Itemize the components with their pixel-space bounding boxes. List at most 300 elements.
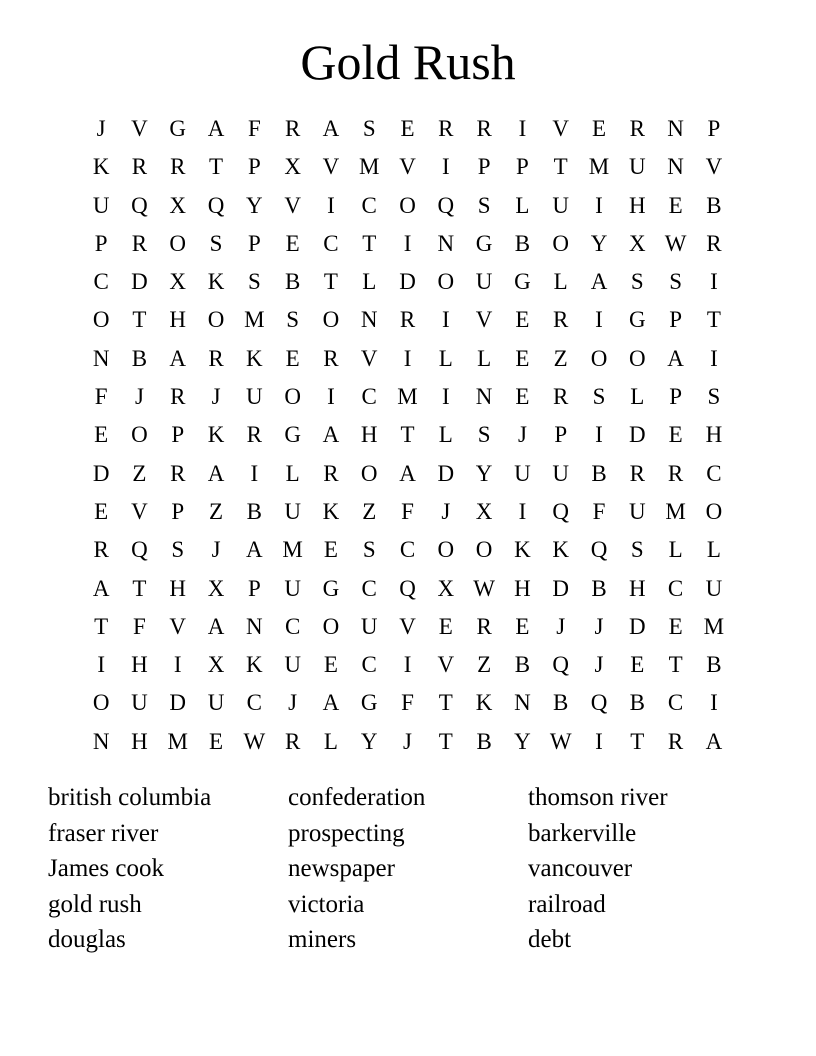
grid-letter[interactable]: R: [284, 728, 301, 754]
grid-letter[interactable]: T: [132, 307, 147, 333]
grid-letter[interactable]: R: [553, 384, 569, 410]
grid-letter[interactable]: K: [475, 690, 493, 716]
grid-letter[interactable]: V: [705, 154, 723, 180]
grid-letter[interactable]: G: [628, 307, 646, 333]
grid-letter[interactable]: E: [515, 345, 530, 371]
grid-letter[interactable]: D: [552, 575, 570, 601]
grid-letter[interactable]: T: [553, 154, 568, 180]
grid-letter[interactable]: D: [399, 269, 416, 295]
grid-letter[interactable]: D: [92, 460, 110, 486]
grid-letter[interactable]: Q: [131, 537, 148, 563]
grid-letter[interactable]: M: [665, 498, 686, 524]
grid-letter[interactable]: R: [170, 460, 186, 486]
grid-letter[interactable]: B: [246, 498, 262, 524]
grid-letter[interactable]: S: [362, 116, 376, 141]
grid-letter[interactable]: L: [515, 192, 530, 218]
grid-letter[interactable]: R: [667, 728, 684, 754]
grid-letter[interactable]: A: [705, 728, 723, 754]
grid-letter[interactable]: L: [285, 460, 300, 486]
grid-letter[interactable]: K: [92, 154, 110, 180]
grid-letter[interactable]: A: [169, 345, 187, 371]
grid-letter[interactable]: I: [595, 307, 603, 333]
grid-letter[interactable]: B: [514, 230, 531, 256]
grid-letter[interactable]: X: [437, 575, 455, 601]
grid-letter[interactable]: P: [477, 154, 491, 180]
grid-letter[interactable]: J: [403, 728, 412, 754]
grid-letter[interactable]: O: [628, 345, 646, 371]
grid-letter[interactable]: R: [667, 460, 684, 486]
grid-letter[interactable]: H: [131, 652, 148, 678]
grid-letter[interactable]: A: [92, 575, 110, 601]
grid-letter[interactable]: X: [284, 154, 301, 180]
grid-letter[interactable]: J: [594, 652, 604, 678]
grid-letter[interactable]: G: [475, 230, 493, 256]
grid-letter[interactable]: Y: [475, 460, 493, 486]
grid-letter[interactable]: V: [131, 116, 148, 141]
grid-letter[interactable]: S: [477, 192, 491, 218]
grid-letter[interactable]: S: [171, 537, 185, 563]
page-title: Gold Rush: [300, 34, 516, 90]
grid-letter[interactable]: I: [595, 192, 603, 218]
grid-letter[interactable]: A: [207, 613, 225, 639]
grid-letter[interactable]: O: [590, 345, 608, 371]
grid-letter[interactable]: A: [246, 537, 263, 563]
grid-letter[interactable]: U: [628, 154, 646, 180]
grid-letter[interactable]: E: [668, 613, 683, 639]
grid-letter[interactable]: Q: [590, 690, 608, 716]
grid-letter[interactable]: I: [327, 192, 335, 218]
grid-letter[interactable]: L: [477, 345, 492, 371]
grid-letter[interactable]: I: [518, 498, 527, 524]
grid-letter[interactable]: C: [361, 575, 377, 601]
grid-letter[interactable]: T: [362, 230, 377, 256]
grid-letter[interactable]: U: [628, 498, 646, 524]
grid-letter[interactable]: S: [707, 384, 721, 410]
grid-letter[interactable]: U: [131, 690, 148, 716]
grid-letter[interactable]: O: [437, 537, 455, 563]
grid-letter[interactable]: R: [170, 384, 186, 410]
grid-letter[interactable]: S: [362, 537, 376, 563]
grid-letter[interactable]: R: [131, 154, 148, 180]
grid-row: [82, 187, 733, 225]
grid-letter[interactable]: R: [629, 116, 645, 141]
grid-letter[interactable]: Y: [246, 192, 263, 218]
grid-letter[interactable]: O: [322, 613, 340, 639]
grid-letter[interactable]: T: [94, 613, 109, 639]
grid-letter[interactable]: B: [706, 192, 722, 218]
grid-letter[interactable]: P: [669, 384, 682, 410]
grid-letter[interactable]: L: [323, 728, 338, 754]
grid-letter[interactable]: I: [97, 652, 105, 678]
grid-letter[interactable]: B: [629, 690, 645, 716]
grid-letter[interactable]: P: [707, 116, 721, 141]
grid-letter[interactable]: R: [284, 116, 301, 141]
grid-letter[interactable]: C: [361, 384, 377, 410]
grid-letter[interactable]: K: [207, 422, 225, 448]
grid-letter[interactable]: K: [322, 498, 340, 524]
grid-letter[interactable]: O: [92, 690, 110, 716]
grid-letter[interactable]: N: [667, 154, 684, 180]
grid-letter[interactable]: E: [591, 116, 607, 141]
grid-letter[interactable]: A: [322, 422, 340, 448]
grid-letter[interactable]: I: [173, 652, 182, 678]
grid-letter[interactable]: E: [668, 192, 683, 218]
grid-letter[interactable]: P: [247, 575, 261, 601]
grid-letter[interactable]: U: [705, 575, 723, 601]
grid-letter[interactable]: E: [400, 116, 415, 141]
grid-letter[interactable]: Z: [362, 498, 377, 524]
grid-letter[interactable]: Y: [590, 230, 608, 256]
grid-letter[interactable]: R: [553, 307, 569, 333]
grid-letter[interactable]: Z: [553, 345, 568, 371]
grid-letter[interactable]: Y: [514, 728, 531, 754]
grid-letter[interactable]: J: [441, 498, 451, 524]
grid-letter[interactable]: M: [244, 307, 265, 333]
grid-letter[interactable]: E: [515, 613, 530, 639]
grid-letter[interactable]: L: [362, 269, 377, 295]
grid-letter[interactable]: A: [399, 460, 416, 486]
grid-letter[interactable]: Z: [132, 460, 147, 486]
grid-letter[interactable]: P: [171, 498, 185, 524]
grid-letter[interactable]: A: [322, 116, 340, 141]
grid-letter[interactable]: F: [592, 498, 606, 524]
grid-letter[interactable]: O: [131, 422, 148, 448]
grid-letter[interactable]: E: [515, 384, 530, 410]
grid-letter[interactable]: E: [209, 728, 224, 754]
grid-letter[interactable]: O: [552, 230, 570, 256]
grid-letter[interactable]: F: [401, 690, 414, 716]
grid-letter[interactable]: Y: [360, 728, 378, 754]
grid-letter[interactable]: R: [629, 460, 645, 486]
grid-letter[interactable]: K: [246, 345, 263, 371]
grid-row: [82, 110, 733, 148]
grid-letter[interactable]: D: [628, 422, 646, 448]
grid-letter[interactable]: N: [514, 690, 531, 716]
grid-letter[interactable]: I: [710, 269, 718, 295]
grid-letter[interactable]: A: [322, 690, 340, 716]
grid-letter[interactable]: S: [669, 269, 682, 295]
grid-letter[interactable]: A: [667, 345, 684, 371]
grid-letter[interactable]: P: [669, 307, 682, 333]
grid-letter[interactable]: T: [630, 728, 645, 754]
grid-letter[interactable]: M: [167, 728, 188, 754]
grid-letter[interactable]: Q: [552, 652, 570, 678]
grid-letter[interactable]: B: [591, 460, 607, 486]
grid-letter[interactable]: R: [706, 230, 722, 256]
grid-letter[interactable]: C: [706, 460, 722, 486]
grid-letter[interactable]: T: [209, 154, 224, 180]
grid-letter[interactable]: A: [590, 269, 608, 295]
grid-letter[interactable]: U: [552, 192, 570, 218]
grid-letter[interactable]: Q: [437, 192, 455, 218]
grid-letter[interactable]: W: [243, 728, 266, 754]
grid-letter[interactable]: G: [322, 575, 340, 601]
grid-letter[interactable]: U: [284, 575, 301, 601]
grid-letter[interactable]: E: [94, 422, 109, 448]
grid-letter[interactable]: L: [438, 345, 453, 371]
grid-letter[interactable]: O: [169, 230, 187, 256]
grid-letter[interactable]: H: [169, 307, 187, 333]
grid-letter[interactable]: S: [477, 422, 491, 448]
grid-letter[interactable]: C: [246, 690, 262, 716]
grid-letter[interactable]: F: [401, 498, 414, 524]
grid-letter[interactable]: R: [438, 116, 454, 141]
grid-letter[interactable]: B: [131, 345, 148, 371]
grid-letter[interactable]: A: [207, 460, 225, 486]
grid-letter[interactable]: P: [247, 154, 261, 180]
grid-letter[interactable]: A: [207, 116, 225, 141]
grid-letter[interactable]: H: [131, 728, 148, 754]
grid-letter[interactable]: R: [323, 345, 339, 371]
grid-letter[interactable]: T: [400, 422, 415, 448]
grid-letter[interactable]: I: [441, 307, 450, 333]
grid-letter[interactable]: U: [92, 192, 110, 218]
grid-letter[interactable]: E: [515, 307, 530, 333]
grid-letter[interactable]: E: [668, 422, 683, 448]
grid-letter[interactable]: V: [169, 613, 187, 639]
grid-letter[interactable]: N: [360, 307, 378, 333]
grid-letter[interactable]: J: [211, 384, 221, 410]
grid-letter[interactable]: M: [282, 537, 303, 563]
grid-letter[interactable]: B: [514, 652, 531, 678]
grid-letter[interactable]: N: [246, 613, 263, 639]
grid-letter[interactable]: Z: [209, 498, 224, 524]
grid-letter[interactable]: I: [595, 422, 603, 448]
grid-letter[interactable]: T: [706, 307, 721, 333]
grid-letter[interactable]: J: [96, 116, 106, 141]
grid-letter[interactable]: O: [322, 307, 340, 333]
grid-letter[interactable]: E: [323, 652, 338, 678]
grid-letter[interactable]: K: [552, 537, 570, 563]
grid-letter[interactable]: N: [667, 116, 684, 141]
grid-letter[interactable]: S: [209, 230, 223, 256]
grid-letter[interactable]: C: [361, 652, 377, 678]
grid-letter[interactable]: O: [399, 192, 416, 218]
grid-letter[interactable]: M: [397, 384, 418, 410]
grid-letter[interactable]: R: [131, 230, 148, 256]
grid-letter[interactable]: R: [93, 537, 109, 563]
grid-letter[interactable]: J: [288, 690, 298, 716]
grid-letter[interactable]: V: [322, 154, 340, 180]
grid-letter[interactable]: N: [92, 728, 110, 754]
grid-letter[interactable]: G: [360, 690, 378, 716]
grid-letter[interactable]: R: [208, 345, 224, 371]
grid-letter[interactable]: B: [476, 728, 492, 754]
grid-letter[interactable]: E: [285, 345, 300, 371]
grid-letter[interactable]: X: [475, 498, 493, 524]
grid-letter[interactable]: C: [284, 613, 301, 639]
grid-letter[interactable]: X: [207, 575, 225, 601]
grid-letter[interactable]: I: [403, 652, 412, 678]
grid-letter[interactable]: U: [284, 498, 301, 524]
grid-letter[interactable]: C: [667, 575, 684, 601]
grid-letter[interactable]: E: [323, 537, 338, 563]
grid-letter[interactable]: J: [556, 613, 566, 639]
grid-letter[interactable]: R: [399, 307, 416, 333]
grid-letter[interactable]: V: [399, 154, 416, 180]
grid-letter[interactable]: R: [476, 116, 492, 141]
grid-letter[interactable]: M: [588, 154, 610, 180]
grid-letter[interactable]: J: [211, 537, 221, 563]
grid-letter[interactable]: J: [594, 613, 604, 639]
grid-letter[interactable]: M: [359, 154, 380, 180]
grid-letter[interactable]: L: [706, 537, 721, 563]
grid-letter[interactable]: V: [131, 498, 148, 524]
grid-letter[interactable]: V: [552, 116, 570, 141]
grid-letter[interactable]: P: [554, 422, 568, 448]
grid-letter[interactable]: U: [514, 460, 531, 486]
grid-letter[interactable]: Q: [131, 192, 148, 218]
grid-letter[interactable]: W: [664, 230, 687, 256]
grid-letter[interactable]: V: [284, 192, 301, 218]
grid-letter[interactable]: H: [628, 192, 646, 218]
grid-letter[interactable]: E: [438, 613, 453, 639]
grid-letter[interactable]: R: [323, 460, 339, 486]
grid-letter[interactable]: O: [475, 537, 493, 563]
grid-letter[interactable]: J: [517, 422, 527, 448]
grid-letter[interactable]: T: [668, 652, 683, 678]
grid-letter[interactable]: V: [360, 345, 378, 371]
grid-letter[interactable]: B: [591, 575, 607, 601]
grid-row: [82, 493, 733, 531]
grid-letter[interactable]: P: [516, 154, 529, 180]
grid-letter[interactable]: U: [246, 384, 263, 410]
grid-letter[interactable]: U: [552, 460, 570, 486]
grid-letter[interactable]: T: [438, 728, 453, 754]
grid-letter[interactable]: C: [323, 230, 339, 256]
grid-letter[interactable]: H: [360, 422, 378, 448]
grid-letter[interactable]: P: [94, 230, 108, 256]
grid-letter[interactable]: I: [250, 460, 259, 486]
grid-letter[interactable]: V: [399, 613, 416, 639]
grid-letter[interactable]: S: [630, 537, 644, 563]
grid-letter[interactable]: I: [403, 230, 412, 256]
grid-letter[interactable]: X: [207, 652, 225, 678]
grid-letter[interactable]: T: [438, 690, 453, 716]
grid-letter[interactable]: T: [323, 269, 338, 295]
grid-letter[interactable]: T: [132, 575, 147, 601]
grid-letter[interactable]: L: [553, 269, 568, 295]
word-column: [288, 780, 528, 958]
grid-letter[interactable]: F: [247, 116, 261, 141]
grid-letter[interactable]: C: [361, 192, 377, 218]
grid-letter[interactable]: I: [327, 384, 335, 410]
word-list-item: miners: [288, 926, 357, 953]
grid-letter[interactable]: H: [705, 422, 723, 448]
grid-letter[interactable]: X: [628, 230, 646, 256]
grid-letter[interactable]: P: [171, 422, 185, 448]
grid-letter[interactable]: S: [247, 269, 261, 295]
grid-letter[interactable]: E: [285, 230, 300, 256]
grid-letter[interactable]: O: [92, 307, 110, 333]
grid-letter[interactable]: I: [441, 384, 450, 410]
grid-row: [82, 301, 733, 339]
grid-letter[interactable]: E: [94, 498, 109, 524]
grid-letter[interactable]: O: [207, 307, 225, 333]
word-list-item: debt: [528, 926, 572, 953]
grid-letter[interactable]: U: [360, 613, 378, 639]
grid-letter[interactable]: G: [284, 422, 301, 448]
grid-letter[interactable]: V: [475, 307, 493, 333]
grid-letter[interactable]: W: [473, 575, 495, 601]
grid-letter[interactable]: P: [247, 230, 261, 256]
grid-letter[interactable]: C: [667, 690, 684, 716]
grid-letter[interactable]: D: [437, 460, 455, 486]
grid-letter[interactable]: X: [169, 192, 187, 218]
grid-letter[interactable]: I: [403, 345, 412, 371]
grid-letter[interactable]: G: [169, 116, 187, 141]
grid-letter[interactable]: H: [514, 575, 531, 601]
grid-letter[interactable]: I: [710, 345, 718, 371]
grid-letter[interactable]: U: [475, 269, 493, 295]
word-list: [48, 780, 768, 958]
grid-letter[interactable]: D: [169, 690, 187, 716]
grid-letter[interactable]: F: [94, 384, 108, 410]
grid-letter[interactable]: L: [668, 537, 683, 563]
grid-letter[interactable]: Q: [207, 192, 225, 218]
grid-letter[interactable]: B: [553, 690, 569, 716]
grid-letter[interactable]: N: [92, 345, 110, 371]
grid-letter[interactable]: B: [284, 269, 301, 295]
grid-letter[interactable]: I: [441, 154, 450, 180]
grid-letter[interactable]: Z: [477, 652, 492, 678]
grid-letter[interactable]: F: [133, 613, 146, 639]
grid-letter[interactable]: O: [284, 384, 301, 410]
grid-row: [82, 148, 733, 186]
grid-letter[interactable]: E: [630, 652, 645, 678]
grid-letter[interactable]: W: [549, 728, 572, 754]
grid-letter[interactable]: H: [169, 575, 187, 601]
grid-letter[interactable]: S: [630, 269, 644, 295]
grid-letter[interactable]: J: [134, 384, 144, 410]
grid-letter[interactable]: C: [399, 537, 416, 563]
grid-letter[interactable]: U: [284, 652, 301, 678]
grid-letter[interactable]: Q: [399, 575, 416, 601]
grid-letter[interactable]: K: [246, 652, 263, 678]
word-column: [48, 780, 288, 958]
grid-letter[interactable]: D: [628, 613, 646, 639]
grid-letter[interactable]: O: [360, 460, 378, 486]
grid-letter[interactable]: B: [706, 652, 722, 678]
grid-letter[interactable]: X: [169, 269, 187, 295]
grid-letter[interactable]: M: [703, 613, 725, 639]
grid-letter[interactable]: N: [475, 384, 493, 410]
grid-letter[interactable]: R: [170, 154, 186, 180]
grid-letter[interactable]: S: [592, 384, 606, 410]
grid-letter[interactable]: H: [628, 575, 646, 601]
grid-letter[interactable]: I: [595, 728, 603, 754]
grid-letter[interactable]: O: [437, 269, 455, 295]
grid-letter[interactable]: Q: [552, 498, 570, 524]
grid-letter[interactable]: R: [476, 613, 492, 639]
grid-letter[interactable]: N: [437, 230, 455, 256]
grid-letter[interactable]: L: [438, 422, 453, 448]
grid-letter[interactable]: G: [514, 269, 531, 295]
grid-letter[interactable]: K: [207, 269, 225, 295]
grid-letter[interactable]: I: [710, 690, 718, 716]
grid-letter[interactable]: Q: [590, 537, 608, 563]
grid-letter[interactable]: S: [286, 307, 300, 333]
grid-letter[interactable]: R: [246, 422, 262, 448]
grid-letter[interactable]: I: [518, 116, 527, 141]
grid-letter[interactable]: C: [93, 269, 109, 295]
grid-letter[interactable]: L: [630, 384, 645, 410]
grid-letter[interactable]: V: [437, 652, 455, 678]
grid-letter[interactable]: D: [131, 269, 148, 295]
grid-letter[interactable]: K: [514, 537, 531, 563]
grid-letter[interactable]: O: [705, 498, 723, 524]
grid-letter[interactable]: U: [207, 690, 225, 716]
